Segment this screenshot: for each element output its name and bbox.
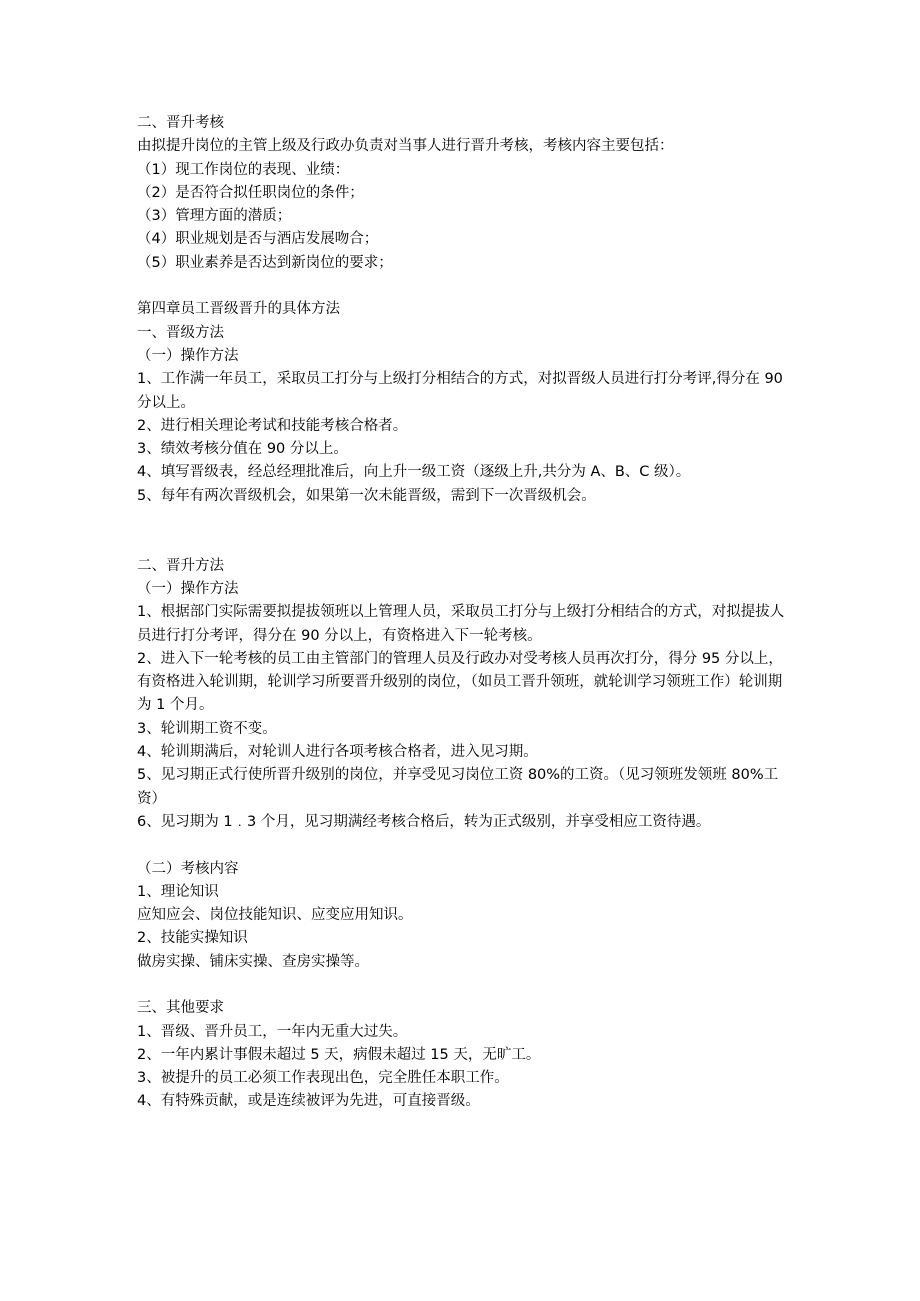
list-item: 2、进行相关理论考试和技能考核合格者。	[137, 417, 408, 434]
list-item: 3、绩效考核分值在 90 分以上。	[137, 441, 348, 458]
list-item-title: 1、理论知识	[137, 883, 219, 900]
section-heading: 二、晋升方法	[137, 557, 224, 574]
list-item: 4、有特殊贡献，或是连续被评为先进，可直接晋级。	[137, 1093, 480, 1110]
paragraph: 应知应会、岗位技能知识、应变应用知识。	[137, 907, 413, 924]
list-item: （5）职业素养是否达到新岗位的要求；	[137, 254, 393, 271]
list-item: 1、晋级、晋升员工，一年内无重大过失。	[137, 1023, 408, 1040]
list-item: 3、轮训期工资不变。	[137, 720, 277, 737]
paragraph: 做房实操、铺床实操、查房实操等。	[137, 953, 369, 970]
subsection-heading: （二）考核内容	[137, 860, 239, 877]
spacer	[137, 508, 787, 555]
list-item: 4、填写晋级表，经总经理批准后，向上升一级工资（逐级上升,共分为 A、B、C 级）。	[137, 464, 691, 481]
spacer	[137, 275, 787, 298]
list-item: 5、每年有两次晋级机会，如果第一次未能晋级，需到下一次晋级机会。	[137, 487, 596, 504]
list-item: （1）现工作岗位的表现、业绩：	[137, 161, 350, 178]
list-item: 2、进入下一轮考核的员工由主管部门的管理人员及行政办对受考核人员再次打分，得分 95 分以上，有资格进入轮训期，轮训学习所要晋升级别的岗位，（如员工晋升领班，就轮训学习领班工作）轮训期为 1 个月。	[137, 650, 783, 714]
paragraph: 由拟提升岗位的主管上级及行政办负责对当事人进行晋升考核，考核内容主要包括：	[137, 138, 674, 155]
section-heading: 一、晋级方法	[137, 324, 224, 341]
chapter-heading: 第四章员工晋级晋升的具体方法	[137, 301, 340, 318]
section-heading: 二、晋升考核	[137, 115, 224, 131]
subsection-heading: （一）操作方法	[137, 347, 239, 364]
list-item: 6、见习期为 1﹒3 个月，见习期满经考核合格后，转为正式级别，并享受相应工资待遇。	[137, 813, 711, 830]
list-item-title: 2、技能实操知识	[137, 930, 248, 947]
list-item: （2）是否符合拟任职岗位的条件；	[137, 184, 364, 201]
list-item: （4）职业规划是否与酒店发展吻合；	[137, 231, 379, 248]
section-heading: 三、其他要求	[137, 1000, 224, 1017]
subsection-heading: （一）操作方法	[137, 580, 239, 597]
document-body	[137, 112, 787, 1114]
list-item: 5、见习期正式行使所晋升级别的岗位，并享受见习岗位工资 80%的工资。（见习领班发领班 80%工资）	[137, 767, 779, 807]
list-item: 1、工作满一年员工，采取员工打分与上级打分相结合的方式，对拟晋级人员进行打分考评,得分在 90 分以上。	[137, 371, 783, 411]
spacer	[137, 834, 787, 857]
list-item: 4、轮训期满后，对轮训人进行各项考核合格者，进入见习期。	[137, 744, 538, 761]
list-item: （3）管理方面的潜质；	[137, 208, 292, 225]
list-item: 1、根据部门实际需要拟提拔领班以上管理人员，采取员工打分与上级打分相结合的方式，对拟提拔人员进行打分考评，得分在 90 分以上，有资格进入下一轮考核。	[137, 604, 785, 644]
list-item: 2、一年内累计事假未超过 5 天，病假未超过 15 天，无旷工。	[137, 1046, 541, 1063]
spacer	[137, 974, 787, 997]
list-item: 3、被提升的员工必须工作表现出色，完全胜任本职工作。	[137, 1070, 509, 1087]
